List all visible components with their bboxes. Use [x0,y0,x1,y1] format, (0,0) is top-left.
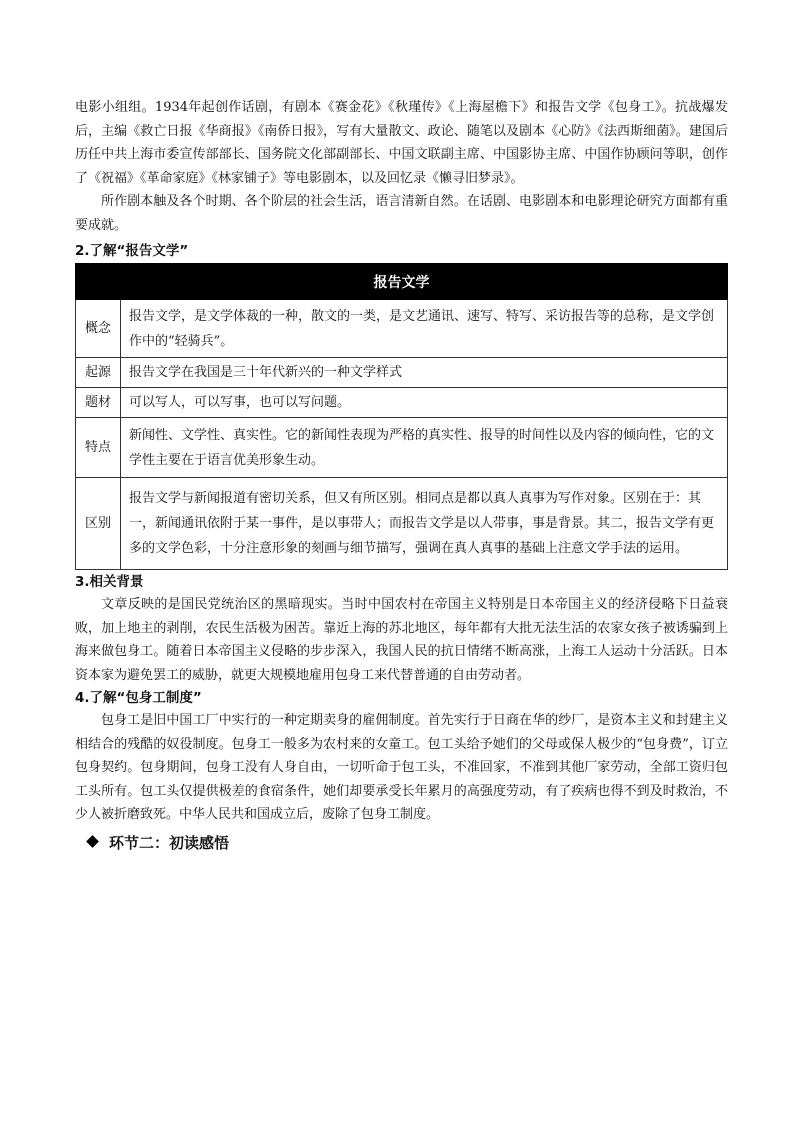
heading-report-literature: 2.了解“报告文学” [75,243,189,259]
background-paragraph: 文章反映的是国民党统治区的黑暗现实。当时中国农村在帝国主义特别是日本帝国主义的经济侵略下日益衰败，加上地主的剥削，农民生活极为困苦。靠近上海的苏北地区，每年都有大批无法生活的农家女孩子被诱骗到上海来做包身工。随着日本帝国主义侵略的步步深入，我国人民的抗日情绪不断高涨，上海工人运动十分活跃。日本资本家为避免罢工的威胁，就更大规模地雇用包身工来代替普通的自由劳动者。 [75,597,728,683]
heading-system: 4.了解“包身工制度” [75,690,202,706]
table-row [76,358,728,388]
row-content-difference: 报告文学与新闻报道有密切关系，但又有所区别。相同点是都以真人真事为写作对象。区别在于：其一，新闻通讯依附于某一事件，是以事带人；而报告文学是以人带事，事是背景。其二，报告文学有更多的文学色彩，十分注意形象的刻画与细节描写，强调在真人真事的基础上注意文学手法的运用。 [121,478,728,570]
section-title: 环节二：初读感悟 [109,833,230,852]
table-row [76,478,728,570]
report-literature-table [75,263,728,570]
table-title: 报告文学 [76,264,728,300]
section-heading [88,831,728,855]
row-content-feature: 新闻性、文学性、真实性。它的新闻性表现为严格的真实性、报导的时间性以及内容的倾向性，它的文学性主要在于语言优美形象生动。 [121,418,728,478]
table-row [76,388,728,418]
table-row [76,300,728,358]
intro-paragraph-2: 所作剧本触及各个时期、各个阶层的社会生活，语言清新自然。在话剧、电影剧本和电影理论研究方面都有重要成就。 [75,194,728,233]
row-label-difference: 区别 [76,478,121,570]
document-page [75,96,728,855]
heading-background: 3.相关背景 [75,574,144,590]
table-row [76,418,728,478]
diamond-icon [86,835,99,848]
row-content-subject: 可以写人，可以写事，也可以写问题。 [121,388,728,418]
intro-paragraph-1: 电影小组组。1934年起创作话剧，有剧本《赛金花》《秋瑾传》《上海屋檐下》和报告文学《包身工》。抗战爆发后，主编《救亡日报《华商报》《南侨日报》，写有大量散文、政论、随笔以及剧本《心防》《法西斯细菌》。建国后历任中共上海市委宣传部部长、国务院文化部副部长、中国文联副主席、中国影协主席、中国作协顾问等职，创作了《祝福》《革命家庭》《林家铺子》等电影剧本，以及回忆录《懒寻旧梦录》。 [75,100,728,186]
row-content-concept: 报告文学，是文学体裁的一种，散文的一类，是文艺通讯、速写、特写、采访报告等的总称，是文学创作中的“轻骑兵”。 [121,300,728,358]
row-label-feature: 特点 [76,418,121,478]
row-label-origin: 起源 [76,358,121,388]
row-label-subject: 题材 [76,388,121,418]
row-label-concept: 概念 [76,300,121,358]
system-paragraph: 包身工是旧中国工厂中实行的一种定期卖身的雇佣制度。首先实行于日商在华的纱厂，是资本主义和封建主义相结合的残酷的奴役制度。包身工一般多为农村来的女童工。包工头给予她们的父母或保人极少的“包身费”，订立包身契约。包身期间，包身工没有人身自由，一切听命于包工头，不准回家，不准到其他厂家劳动，全部工资归包工头所有。包工头仅提供极差的食宿条件，她们却要承受长年累月的高强度劳动，有了疾病也得不到及时救治，不少人被折磨致死。中华人民共和国成立后，废除了包身工制度。 [75,713,728,822]
row-content-origin: 报告文学在我国是三十年代新兴的一种文学样式 [121,358,728,388]
